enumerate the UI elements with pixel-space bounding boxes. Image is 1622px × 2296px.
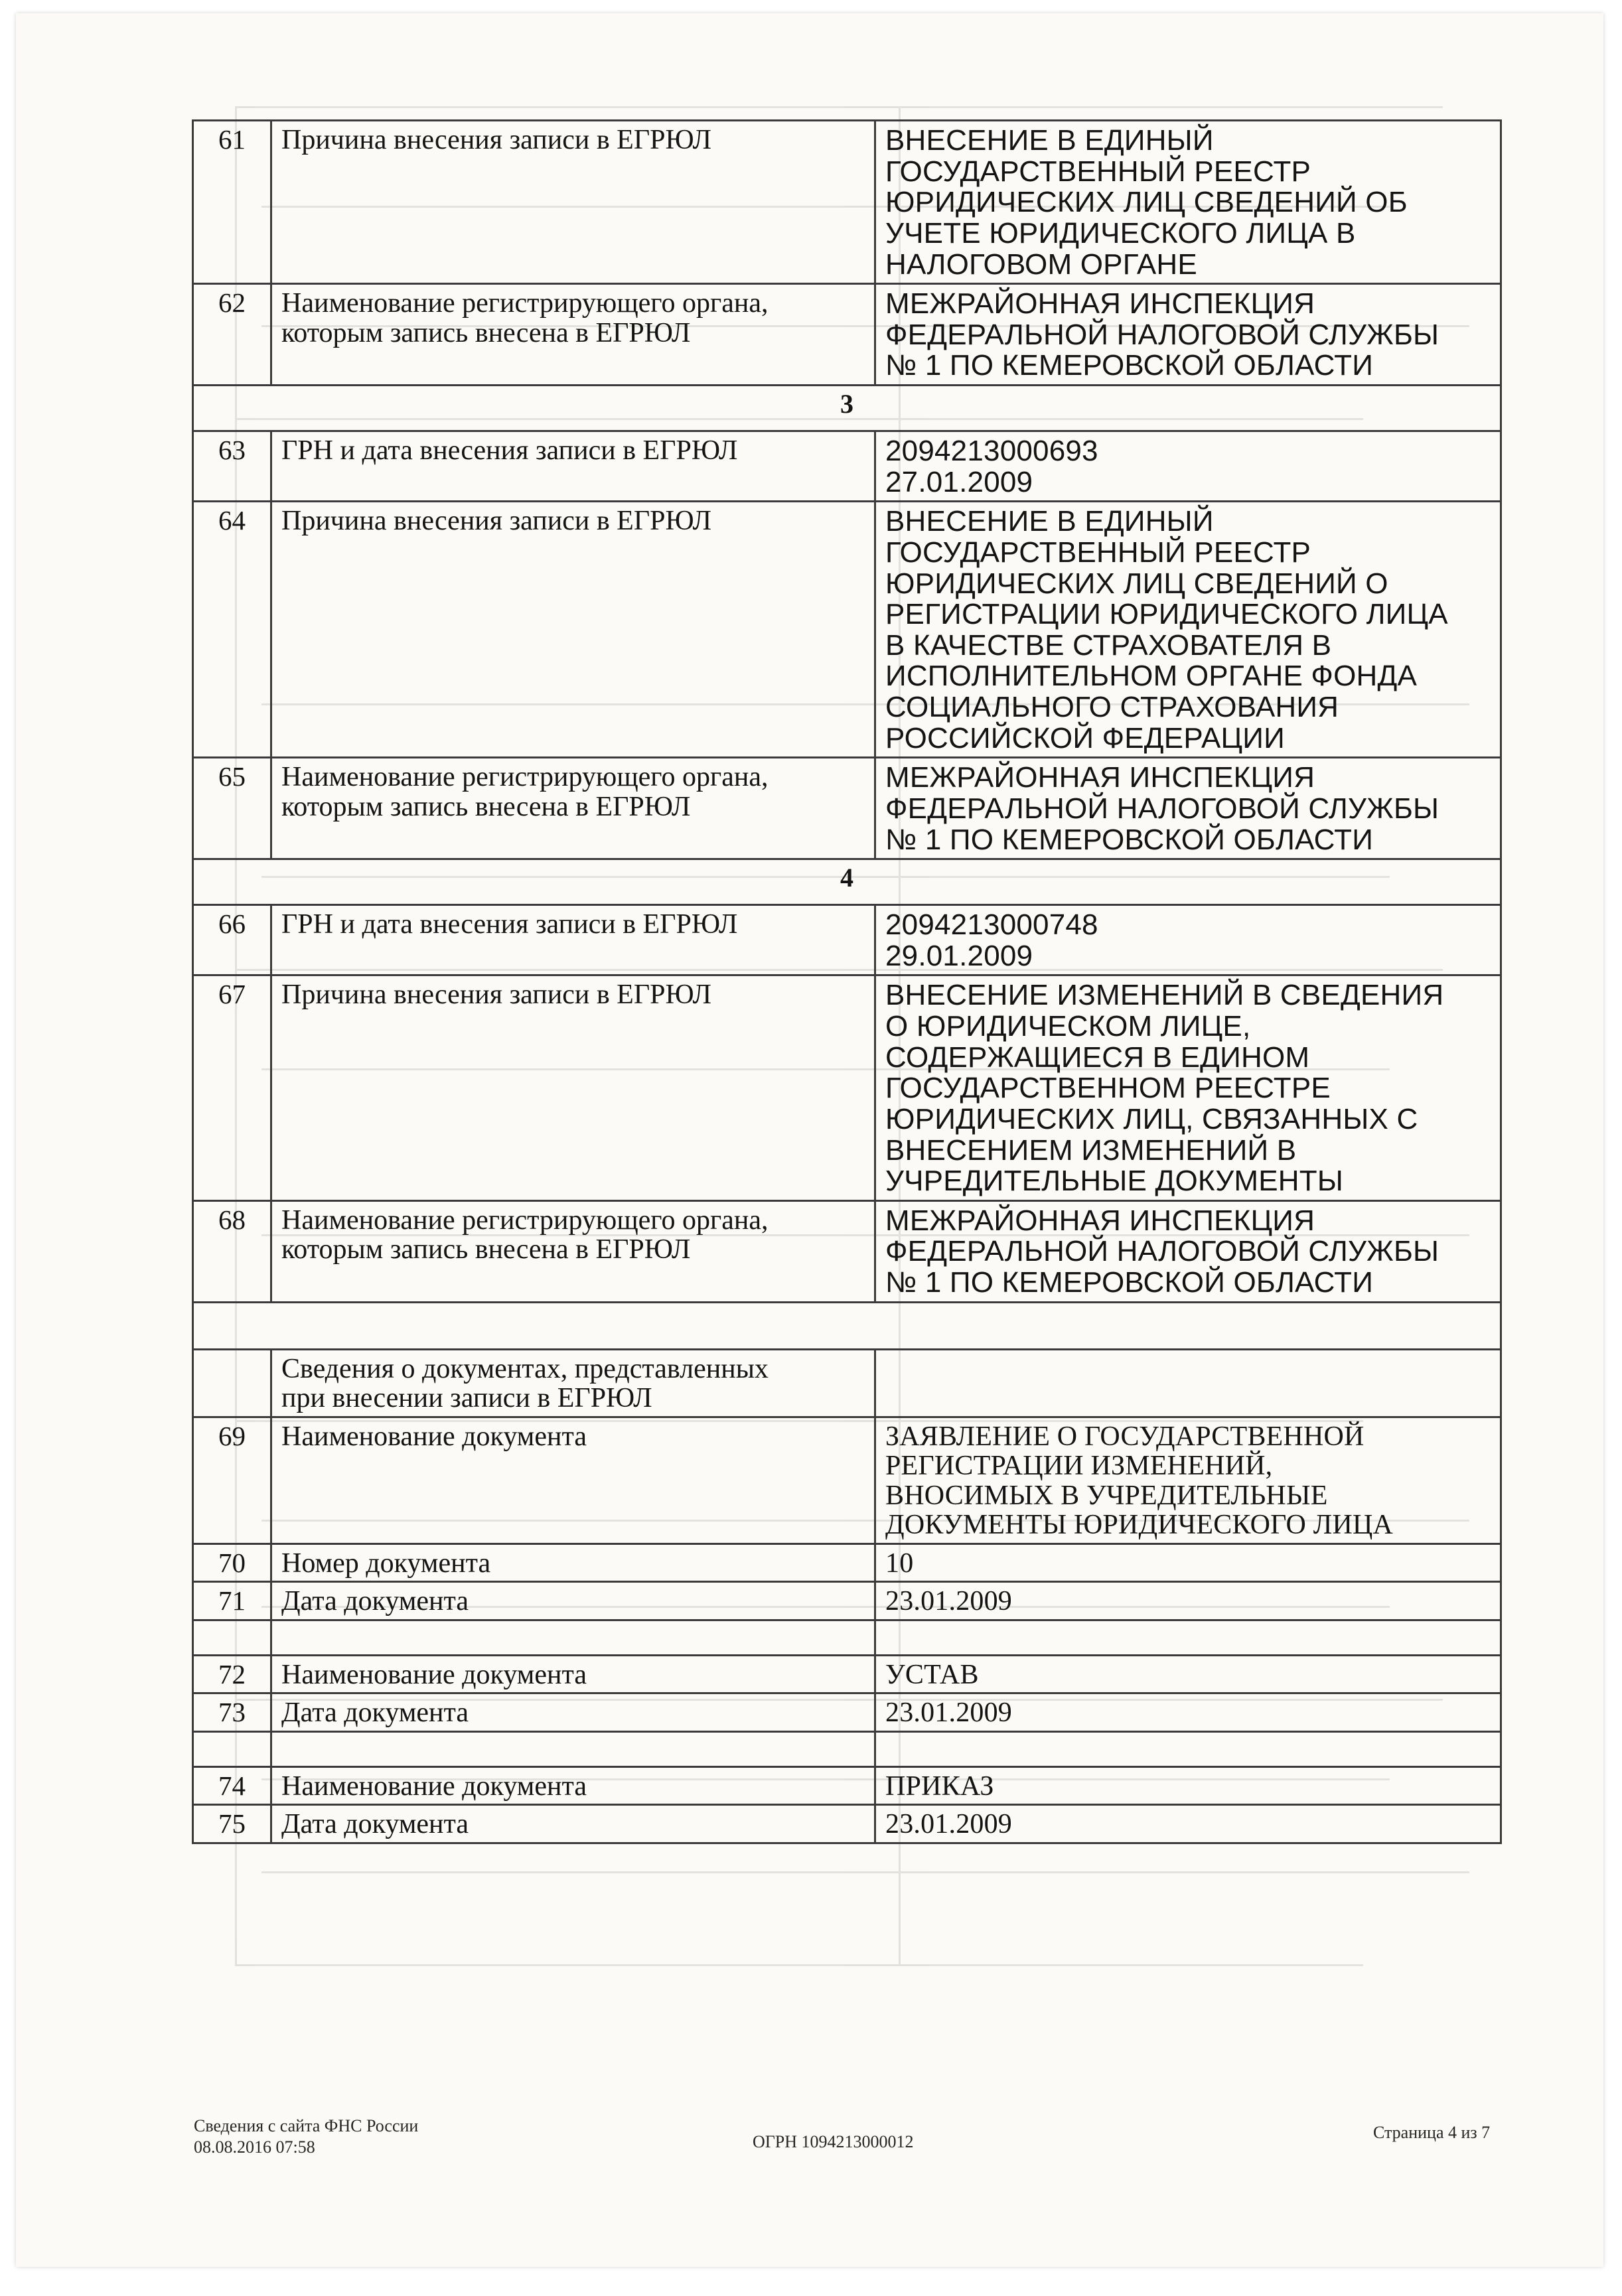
row-number: 69 [193,1417,271,1543]
row-value-line: 27.01.2009 [885,465,1033,498]
row-number: 75 [193,1805,271,1843]
ghost-line [235,106,1443,108]
row-value-line: 23.01.2009 [885,1586,1012,1617]
record-row [193,502,1501,758]
document-row [193,1543,1501,1582]
row-value-line: УЧРЕДИТЕЛЬНЫЕ ДОКУМЕНТЫ [885,1165,1343,1198]
document-row [193,1582,1501,1620]
section-header-row [193,386,1501,431]
row-value [875,1805,1501,1843]
row-value-line: 23.01.2009 [885,1697,1012,1729]
row-value-line: ИСПОЛНИТЕЛЬНОМ ОРГАНЕ ФОНДА [885,660,1418,693]
row-value-line: ЮРИДИЧЕСКИХ ЛИЦ, СВЯЗАННЫХ С [885,1102,1418,1135]
row-value [875,502,1501,758]
row-label-line: Наименование регистрирующего органа, [281,1204,769,1236]
documents-subheader-line: Сведения о документах, представленных [281,1353,769,1384]
document-row [193,1805,1501,1843]
row-label-line: Причина внесения записи в ЕГРЮЛ [281,125,712,155]
documents-subheader-row [193,1349,1501,1417]
row-label [271,975,875,1200]
row-value-line: 2094213000748 [885,908,1098,942]
documents-subheader-line: при внесении записи в ЕГРЮЛ [281,1383,652,1414]
row-value-line: ГОСУДАРСТВЕННЫЙ РЕЕСТР [885,155,1311,188]
row-value-line: № 1 ПО КЕМЕРОВСКОЙ ОБЛАСТИ [885,1266,1374,1299]
row-value-line: ВНЕСЕНИЕ ИЗМЕНЕНИЙ В СВЕДЕНИЯ [885,979,1444,1012]
row-label-line: которым запись внесена в ЕГРЮЛ [281,1234,691,1265]
row-label [271,1805,875,1843]
row-value-line: УЧЕТЕ ЮРИДИЧЕСКОГО ЛИЦА В [885,216,1356,250]
row-value [875,1693,1501,1732]
row-label-line: Дата документа [281,1809,469,1840]
ghost-line [235,1964,1363,1966]
footer-source-block [194,2116,418,2157]
row-value-line: О ЮРИДИЧЕСКОМ ЛИЦЕ, [885,1010,1251,1042]
row-number: 72 [193,1655,271,1693]
row-number: 63 [193,431,271,502]
row-label [271,758,875,859]
gap-cell [271,1731,875,1766]
subheader-empty-cell [875,1349,1501,1417]
row-value [875,758,1501,859]
row-value-line: РЕГИСТРАЦИИ ИЗМЕНЕНИЙ, [885,1451,1273,1482]
row-value-line: 23.01.2009 [885,1809,1012,1840]
row-value [875,1582,1501,1620]
section-header-row [193,859,1501,905]
row-number: 65 [193,758,271,859]
row-value [875,121,1501,284]
row-value [875,1200,1501,1302]
row-value-line: ЮРИДИЧЕСКИХ ЛИЦ СВЕДЕНИЙ О [885,567,1388,600]
row-label [271,431,875,502]
row-value-line: РОССИЙСКОЙ ФЕДЕРАЦИИ [885,721,1285,754]
row-value-line: ДОКУМЕНТЫ ЮРИДИЧЕСКОГО ЛИЦА [885,1510,1394,1541]
row-value-line: РЕГИСТРАЦИИ ЮРИДИЧЕСКОГО ЛИЦА [885,598,1448,631]
row-value-line: СОЦИАЛЬНОГО СТРАХОВАНИЯ [885,691,1339,723]
row-number: 67 [193,975,271,1200]
row-number: 70 [193,1543,271,1582]
subheader-empty-cell [193,1349,271,1417]
gap-cell [875,1731,1501,1766]
row-value [875,1543,1501,1582]
row-label-line: Наименование регистрирующего органа, [281,288,769,319]
footer-source: Сведения с сайта ФНС России [194,2116,419,2135]
row-label [271,1766,875,1805]
row-value [875,905,1501,975]
ghost-line [261,1871,1469,1873]
row-label-line: Наименование регистрирующего органа, [281,762,769,793]
row-label [271,502,875,758]
record-row [193,121,1501,284]
row-label-line: ГРН и дата внесения записи в ЕГРЮЛ [281,435,738,466]
row-label [271,1417,875,1543]
spacer-row [193,1302,1501,1349]
row-value-line: ВНЕСЕНИЕ В ЕДИНЫЙ [885,124,1214,157]
gap-cell [271,1620,875,1655]
record-row [193,284,1501,386]
row-value-line: СОДЕРЖАЩИЕСЯ В ЕДИНОМ [885,1040,1310,1074]
row-label [271,1543,875,1582]
gap-row [193,1731,1501,1766]
row-label-line: Дата документа [281,1697,469,1729]
row-value-line: ВНОСИМЫХ В УЧРЕДИТЕЛЬНЫЕ [885,1480,1328,1511]
row-number: 62 [193,284,271,386]
row-label-line: которым запись внесена в ЕГРЮЛ [281,317,691,348]
row-label-line: Причина внесения записи в ЕГРЮЛ [281,506,712,537]
row-label [271,284,875,386]
row-value-line: ВНЕСЕНИЕ В ЕДИНЫЙ [885,505,1214,538]
footer-page-number: Страница 4 из 7 [1373,2123,1491,2142]
row-value-line: № 1 ПО КЕМЕРОВСКОЙ ОБЛАСТИ [885,349,1374,382]
row-value-line: 10 [885,1547,914,1579]
row-label [271,121,875,284]
gap-cell [875,1620,1501,1655]
row-value-line: МЕЖРАЙОННАЯ ИНСПЕКЦИЯ [885,287,1315,321]
row-number: 73 [193,1693,271,1732]
row-value-line: ВНЕСЕНИЕМ ИЗМЕНЕНИЙ В [885,1133,1297,1167]
row-value [875,284,1501,386]
row-number: 61 [193,121,271,284]
row-label [271,905,875,975]
row-value-line: ЮРИДИЧЕСКИХ ЛИЦ СВЕДЕНИЙ ОБ [885,186,1408,219]
row-value-line: 2094213000693 [885,435,1098,467]
row-number: 66 [193,905,271,975]
documents-subheader [271,1349,875,1417]
row-label-line: Номер документа [281,1547,491,1579]
row-value-line: № 1 ПО КЕМЕРОВСКОЙ ОБЛАСТИ [885,823,1374,856]
row-value-line: 29.01.2009 [885,939,1033,972]
row-value [875,1417,1501,1543]
row-number: 68 [193,1200,271,1302]
document-row [193,1655,1501,1693]
record-row [193,905,1501,975]
row-value [875,1655,1501,1693]
footer-ogrn: ОГРН 1094213000012 [753,2132,914,2151]
row-number: 74 [193,1766,271,1805]
row-label [271,1655,875,1693]
document-row [193,1693,1501,1732]
row-value-line: ЗАЯВЛЕНИЕ О ГОСУДАРСТВЕННОЙ [885,1421,1364,1452]
document-row [193,1417,1501,1543]
record-row [193,758,1501,859]
row-number: 64 [193,502,271,758]
document-page [16,13,1603,2267]
footer-datetime: 08.08.2016 07:58 [194,2137,315,2157]
row-label-line: Наименование документа [281,1659,587,1690]
row-label-line: Наименование документа [281,1770,587,1802]
row-value-line: МЕЖРАЙОННАЯ ИНСПЕКЦИЯ [885,1204,1315,1237]
row-value-line: ПРИКАЗ [885,1770,994,1802]
gap-cell [193,1620,271,1655]
row-value-line: МЕЖРАЙОННАЯ ИНСПЕКЦИЯ [885,761,1315,794]
row-value-line: ГОСУДАРСТВЕННОМ РЕЕСТРЕ [885,1072,1331,1105]
row-label-line: ГРН и дата внесения записи в ЕГРЮЛ [281,909,738,940]
section-number: 4 [193,859,1501,905]
row-label-line: Причина внесения записи в ЕГРЮЛ [281,979,712,1011]
row-label-line: Дата документа [281,1586,469,1617]
row-value-line: В КАЧЕСТВЕ СТРАХОВАТЕЛЯ В [885,628,1332,662]
row-value [875,975,1501,1200]
document-row [193,1766,1501,1805]
row-value-line: ФЕДЕРАЛЬНОЙ НАЛОГОВОЙ СЛУЖБЫ [885,318,1439,351]
spacer-cell [193,1302,1501,1349]
gap-row [193,1620,1501,1655]
row-value-line: НАЛОГОВОМ ОРГАНЕ [885,248,1197,281]
row-value-line: ФЕДЕРАЛЬНОЙ НАЛОГОВОЙ СЛУЖБЫ [885,792,1439,825]
row-value-line: УСТАВ [885,1659,979,1690]
row-value-line: ГОСУДАРСТВЕННЫЙ РЕЕСТР [885,536,1311,569]
row-label [271,1582,875,1620]
row-label-line: которым запись внесена в ЕГРЮЛ [281,791,691,822]
record-row [193,1200,1501,1302]
row-value [875,431,1501,502]
gap-cell [193,1731,271,1766]
row-value [875,1766,1501,1805]
section-number: 3 [193,386,1501,431]
row-number: 71 [193,1582,271,1620]
row-label [271,1693,875,1732]
egrul-records-table [192,119,1502,1844]
record-row [193,431,1501,502]
row-label [271,1200,875,1302]
row-label-line: Наименование документа [281,1421,587,1452]
row-value-line: ФЕДЕРАЛЬНОЙ НАЛОГОВОЙ СЛУЖБЫ [885,1235,1439,1268]
record-row [193,975,1501,1200]
